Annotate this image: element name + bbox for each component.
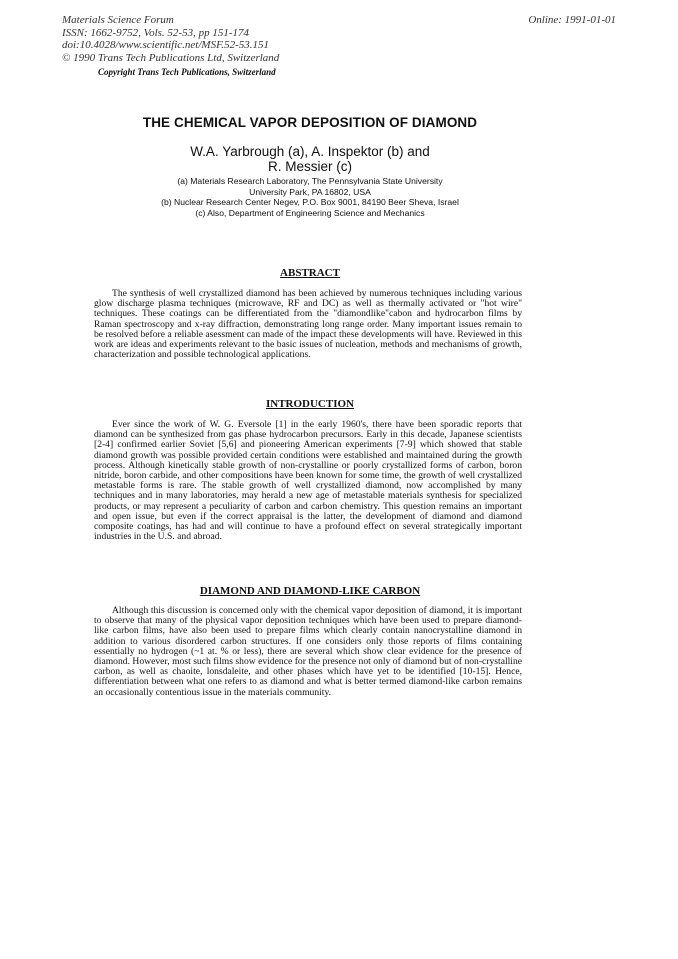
introduction-heading: INTRODUCTION — [265, 398, 354, 410]
issn-line: ISSN: 1662-9752, Vols. 52-53, pp 151-174 — [62, 26, 249, 39]
publisher-copyright: © 1990 Trans Tech Publications Ltd, Switzerland — [62, 51, 280, 64]
authors-line-1: W.A. Yarbrough (a), A. Inspektor (b) and — [190, 144, 430, 159]
abstract-text: The synthesis of well crystallized diamond has been achieved by numerous techniques including various glow discharge plasma techniques (microwave, RF and DC) as well as thermally activated or "hot wire" techniques. These coatings can be differentiated from the "diamondlike"cabon and hydrocarbon films by Raman spectroscopy and x-ray diffraction, demonstrating long range order. Many important issues remain to be resolved before a reliable asessment can made of the impact these developments will have. Reviewed in this work are ideas and experiments relevant to the basic issues of nucleation, methods and mechanisms of growth, characterization and possible technological applications. — [94, 288, 522, 361]
affiliations — [0, 176, 620, 218]
dlc-heading: DIAMOND AND DIAMOND-LIKE CARBON — [199, 585, 421, 597]
dlc-text: Although this discussion is concerned only with the chemical vapor deposition of diamond, it is important to observe that many of the physical vapor deposition techniques which have been used to prepare diamond-like carbon films, have also been used to prepare films which clearly contain nanocrystalline diamond in addition to various disordered carbon structures. If one considers only those reports of films containing essentially no hydrogen (~1 at. % or less), there are several which show clear evidence for the presence of diamond. However, most such films show evidence for the presence not only of diamond but of non-crystalline carbon, as well as chaoite, lonsdaleite, and other phases which have yet to be identified [10-15]. Hence, differentiation between what one refers to as diamond and what is better termed diamond-like carbon remains an occasionally contentious issue in the materials community. — [94, 605, 522, 698]
affiliation-a-line-1: (a) Materials Research Laboratory, The Pennsylvania State University — [177, 176, 443, 186]
abstract-heading: ABSTRACT — [280, 267, 340, 279]
journal-header — [62, 14, 279, 64]
copyright-line: Copyright Trans Tech Publications, Switzerland — [98, 67, 276, 77]
online-date: Online: 1991-01-01 — [528, 14, 616, 26]
introduction-text: Ever since the work of W. G. Eversole [1] in the early 1960's, there have been sporadic reports that diamond can be synthesized from gas phase hydrocarbon precursors. Early in this decade, Japanese scientists [2-4] confirmed earlier Soviet [5,6] and pioneering American experiments [7-9] which showed that stable diamond growth was possible provided certain conditions were established and maintained during the growth process. Although kinetically stable growth of non-crystalline or poorly crystallized forms of carbon, boron nitride, boron carbide, and other compositions have been known for some time, the growth of well crystallized metastable forms is rare. The stable growth of well crystallized diamond, now accomplished by many techniques and in many laboratories, may herald a new age of metastable materials synthesis for specialized products, or may represent a peculiarity of carbon and carbon chemistry. This question remains an important and open issue, but even if the correct appraisal is the latter, the development of diamond and diamond composite coatings, has had and will continue to have a profound effect on several strategically important industries in the U.S. and abroad. — [94, 419, 522, 543]
authors — [0, 144, 620, 174]
affiliation-b: (b) Nuclear Research Center Negev, P.O. Box 9001, 84190 Beer Sheva, Israel — [161, 197, 459, 208]
doi-line: doi:10.4028/www.scientific.net/MSF.52-53.151 — [62, 39, 270, 51]
paper-title: THE CHEMICAL VAPOR DEPOSITION OF DIAMOND — [142, 115, 478, 130]
affiliation-a-line-2: University Park, PA 16802, USA — [249, 186, 371, 197]
authors-line-2: R. Messier (c) — [268, 159, 352, 174]
affiliation-c: (c) Also, Department of Engineering Science and Mechanics — [195, 207, 425, 218]
journal-name: Materials Science Forum — [62, 14, 174, 26]
